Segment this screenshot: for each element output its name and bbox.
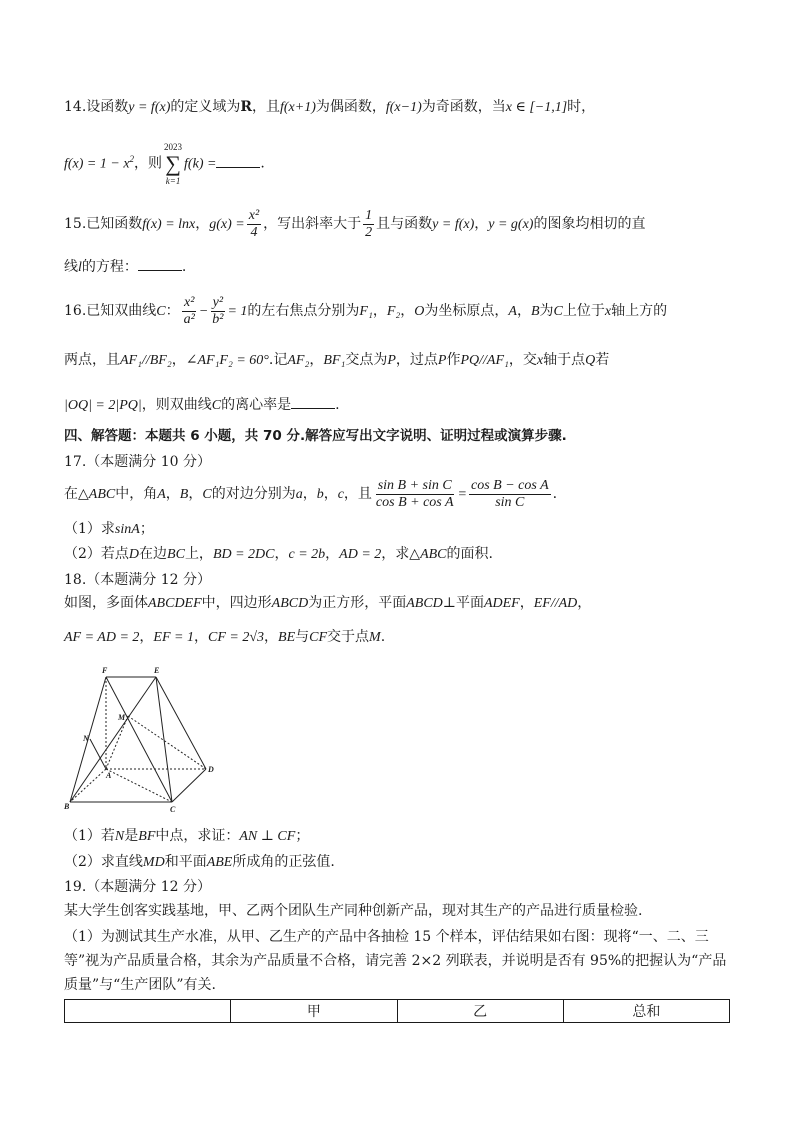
- q15-formula: g(x) =: [209, 217, 245, 232]
- q14-formula: f(x+1): [280, 100, 316, 115]
- q17-heading: 17.（本题满分 10 分）: [64, 454, 211, 470]
- fraction: $\frac{\text{sin B + sin C}}{\text{cos B + cos A}}$: [375, 477, 454, 510]
- table-header-cell: 总和: [563, 1000, 729, 1023]
- edge-AB: [70, 769, 106, 802]
- edge-EC: [156, 677, 172, 802]
- q14-formula: y = f(x): [128, 100, 171, 115]
- q14-text: 为奇函数，当: [421, 99, 506, 115]
- q15-formula: f(x) = lnx: [142, 217, 196, 232]
- fraction: $\frac{1}{2}$: [365, 207, 373, 240]
- table-header-cell: 甲: [231, 1000, 397, 1023]
- edge-ED: [156, 677, 206, 769]
- q18-part1: （1）若N是BF中点，求证：AN ⊥ CF；: [64, 828, 310, 844]
- table-header-cell: [65, 1000, 231, 1023]
- q17-part1: （1）求sinA；: [64, 521, 154, 537]
- summation: 2023 ∑ k=1: [164, 141, 183, 186]
- q15-formula: y = f(x): [432, 217, 475, 232]
- q16-line3: |OQ| = 2|PQ|，则双曲线C的离心率是 .: [64, 394, 340, 416]
- q15-line1: 15.已知函数f(x) = lnx，g(x) = $\frac{\text{x²}}{4}$ ，写出斜率大于 $\frac{1}{2}$ 且与函数y = f(x)，y = g(x)的图象均相切的直: [64, 207, 646, 240]
- q16-line1: 16.已知双曲线C： $\frac{\text{x²}}{\text{a²}}$ − $\frac{\text{y²}}{\text{b²}}$ = 1的左右焦点分别为F₁，F₂，O为坐标原点，A，B为C上位于x轴上方的: [64, 294, 668, 327]
- label-D: D: [208, 765, 214, 774]
- fraction: $\frac{\text{x²}}{4}$: [248, 207, 260, 240]
- q18-line1: 如图，多面体ABCDEF中，四边形ABCD为正方形，平面ABCD⊥平面ADEF，EF//AD，: [64, 595, 592, 611]
- edge-AC: [106, 769, 172, 802]
- label-E: E: [154, 666, 160, 675]
- answer-blank[interactable]: [291, 394, 335, 409]
- q14-text: ，则: [134, 155, 163, 172]
- q14-line1: [64, 97, 595, 118]
- label-A: A: [106, 771, 112, 780]
- q14-text: 时，: [567, 99, 596, 115]
- q14-formula: R: [240, 99, 252, 115]
- q14-formula: f(k) =: [184, 156, 217, 172]
- edge-CD: [172, 769, 206, 802]
- q17-line1: 在△ABC中，角A，B，C的对边分别为a，b，c，且 $\frac{\text{sin B + sin C}}{\text{cos B + cos A}}$ = $\frac{\text{cos B − cos A}}{\text{sin C}}$ .: [64, 477, 558, 510]
- answer-blank[interactable]: [138, 256, 182, 271]
- label-N: N: [83, 734, 89, 743]
- q14-text: 的定义域为: [170, 99, 241, 115]
- q14-text: ，且: [252, 99, 280, 115]
- q18-line2: AF = AD = 2，EF = 1，CF = 2√3，BE与CF交于点M.: [64, 629, 386, 645]
- q19-line3: 等”视为产品质量合格，其余为产品质量不合格，请完善 2×2 列联表，并说明是否有 95%的把握认为“产品: [64, 953, 727, 969]
- fraction: $\frac{\text{x²}}{\text{a²}}$: [183, 294, 195, 327]
- q14-line2: $f(x) = 1 - x^2$，则 2023 ∑ k=1 f(k) = .: [64, 141, 265, 186]
- answer-blank[interactable]: [216, 153, 260, 168]
- fraction: $\frac{\text{cos B − cos A}}{\text{sin C}}$: [471, 477, 549, 510]
- fraction: $\frac{\text{y²}}{\text{b²}}$: [212, 294, 224, 327]
- q19-line1: 某大学生创客实践基地，甲、乙两个团队生产同种创新产品，现对其生产的产品进行质量检验.: [64, 903, 643, 919]
- q17-part2: （2）若点D在边BC上，BD = 2DC，c = 2b，AD = 2，求△ABC的面积.: [64, 546, 493, 562]
- q19-line2: （1）为测试其生产水准，从甲、乙生产的产品中各抽检 15 个样本，评估结果如右图：现将“一、二、三: [64, 929, 709, 945]
- label-M: M: [118, 713, 126, 722]
- label-B: B: [64, 802, 70, 811]
- contingency-table: [64, 999, 730, 1023]
- q14-formula: x ∈ [−1,1]: [505, 100, 568, 115]
- q15-line2: 线l的方程： .: [64, 256, 186, 278]
- q14-formula: f(x−1): [385, 100, 422, 115]
- table-header-cell: 乙: [397, 1000, 563, 1023]
- q14-text: 为偶函数，: [315, 99, 386, 115]
- table-header-row: [65, 1000, 730, 1023]
- label-F: F: [102, 666, 108, 675]
- q14-text: 14.设函数: [64, 99, 129, 115]
- polyhedron-figure: [60, 662, 230, 818]
- q18-part2: （2）求直线MD和平面ABE所成角的正弦值.: [64, 854, 335, 870]
- q18-heading: 18.（本题满分 12 分）: [64, 572, 211, 588]
- section-heading: 四、解答题：本题共 6 小题，共 70 分.解答应写出文字说明、证明过程或演算步骤.: [64, 428, 567, 444]
- edge-AM: [106, 716, 128, 769]
- q14-formula: f(x) = 1 − x: [64, 156, 130, 172]
- label-C: C: [170, 805, 176, 814]
- q19-line4: 质量”与“生产团队”有关.: [64, 977, 216, 993]
- q16-line2: 两点，且AF₁//BF₂，∠AF₁F₂ = 60°.记AF₂，BF₁交点为P，过点P作PQ//AF₁，交x轴于点Q若: [64, 352, 610, 368]
- q19-heading: 19.（本题满分 12 分）: [64, 879, 211, 895]
- q15-formula: y = g(x): [488, 217, 534, 232]
